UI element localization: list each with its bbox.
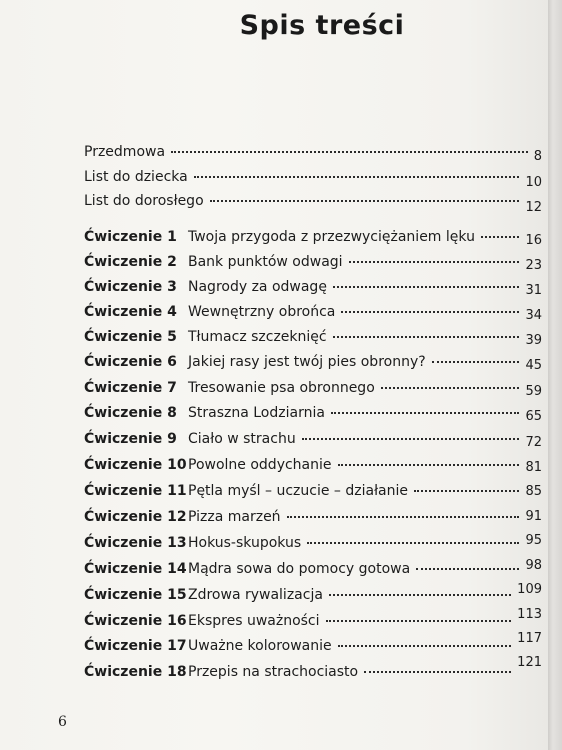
exercise-label: Ćwiczenie 2 bbox=[84, 254, 177, 270]
exercise-title: Jakiej rasy jest twój pies obronny? bbox=[188, 354, 426, 370]
toc-entry-page: 12 bbox=[525, 200, 542, 215]
dot-leader bbox=[307, 542, 519, 544]
exercise-label: Ćwiczenie 13 bbox=[84, 535, 187, 551]
exercise-label: Ćwiczenie 15 bbox=[84, 587, 187, 603]
exercise-label: Ćwiczenie 5 bbox=[84, 329, 177, 345]
exercise-page: 81 bbox=[525, 460, 542, 475]
exercise-label: Ćwiczenie 14 bbox=[84, 561, 187, 577]
exercise-label: Ćwiczenie 18 bbox=[84, 664, 187, 680]
toc-row-exercise bbox=[84, 250, 542, 274]
dot-leader bbox=[341, 311, 519, 313]
exercise-page: 16 bbox=[525, 233, 542, 248]
exercise-page: 34 bbox=[525, 308, 542, 323]
toc-row-exercise bbox=[84, 225, 542, 249]
exercise-page: 95 bbox=[525, 533, 542, 548]
exercise-label: Ćwiczenie 9 bbox=[84, 431, 177, 447]
toc-row-exercise bbox=[84, 631, 542, 658]
exercise-page: 31 bbox=[525, 283, 542, 298]
exercise-page: 117 bbox=[517, 631, 542, 646]
exercise-title: Mądra sowa do pomocy gotowa bbox=[188, 561, 411, 577]
dot-leader bbox=[432, 361, 520, 363]
toc-entry-title: List do dorosłego bbox=[84, 193, 204, 209]
exercise-title: Zdrowa rywalizacja bbox=[188, 587, 323, 603]
exercise-label: Ćwiczenie 12 bbox=[84, 509, 187, 525]
page-edge bbox=[548, 0, 562, 750]
page-number: 6 bbox=[58, 714, 67, 730]
dot-leader bbox=[414, 490, 519, 492]
exercise-label: Ćwiczenie 7 bbox=[84, 380, 177, 396]
dot-leader bbox=[416, 568, 519, 570]
exercise-label: Ćwiczenie 10 bbox=[84, 457, 187, 473]
exercise-title: Straszna Lodziarnia bbox=[188, 405, 325, 421]
toc-row-exercise bbox=[84, 427, 542, 451]
exercise-label: Ćwiczenie 1 bbox=[84, 229, 177, 245]
exercise-title: Pętla myśl – uczucie – działanie bbox=[188, 483, 409, 499]
exercise-page: 85 bbox=[525, 484, 542, 499]
dot-leader bbox=[333, 336, 520, 338]
exercise-title: Hokus-skupokus bbox=[188, 535, 302, 551]
exercise-page: 59 bbox=[525, 384, 542, 399]
exercise-title: Tłumacz szczeknięć bbox=[188, 329, 327, 345]
dot-leader bbox=[287, 516, 520, 518]
exercise-page: 72 bbox=[525, 435, 542, 450]
exercise-page: 65 bbox=[525, 409, 542, 424]
dot-leader bbox=[329, 594, 511, 596]
dot-leader bbox=[338, 464, 520, 466]
toc-row-exercise bbox=[84, 325, 542, 349]
dot-leader bbox=[381, 387, 520, 389]
dot-leader bbox=[481, 236, 520, 238]
exercise-page: 113 bbox=[517, 607, 542, 622]
exercise-title: Przepis na strachociasto bbox=[188, 664, 359, 680]
toc-row-exercise bbox=[84, 453, 542, 477]
dot-leader bbox=[338, 645, 512, 647]
toc-row-exercise bbox=[84, 376, 542, 400]
toc-entry-page: 10 bbox=[525, 175, 542, 190]
page-title: Spis treści bbox=[239, 10, 405, 41]
exercise-page: 109 bbox=[517, 582, 542, 597]
exercise-label: Ćwiczenie 8 bbox=[84, 405, 177, 421]
exercise-page: 39 bbox=[525, 333, 542, 348]
exercise-title: Nagrody za odwagę bbox=[188, 279, 327, 295]
exercise-title: Tresowanie psa obronnego bbox=[188, 380, 375, 396]
exercise-label: Ćwiczenie 11 bbox=[84, 483, 187, 499]
toc-entry-title: Przedmowa bbox=[84, 144, 166, 160]
dot-leader bbox=[349, 261, 520, 263]
exercise-title: Ekspres uważności bbox=[188, 613, 320, 629]
exercise-label: Ćwiczenie 3 bbox=[84, 279, 177, 295]
toc-row-exercise bbox=[84, 655, 542, 684]
toc-entry-title: List do dziecka bbox=[84, 169, 188, 185]
dot-leader bbox=[302, 438, 520, 440]
toc-row-exercise bbox=[84, 583, 542, 607]
dot-leader bbox=[326, 620, 512, 622]
toc-row-exercise bbox=[84, 401, 542, 425]
toc-row-letter-adult bbox=[84, 189, 542, 213]
dot-leader bbox=[210, 200, 520, 202]
toc-row-exercise bbox=[84, 479, 542, 503]
exercise-title: Bank punktów odwagi bbox=[188, 254, 343, 270]
exercise-page: 45 bbox=[525, 358, 542, 373]
dot-leader bbox=[194, 176, 520, 178]
exercise-title: Twoja przygoda z przezwyciężaniem lęku bbox=[188, 229, 475, 245]
exercise-label: Ćwiczenie 6 bbox=[84, 354, 177, 370]
toc-row-exercise bbox=[84, 350, 542, 374]
dot-leader bbox=[333, 286, 520, 288]
toc-row-exercise bbox=[84, 531, 542, 555]
exercise-page: 98 bbox=[525, 558, 542, 573]
exercise-page: 121 bbox=[517, 655, 542, 670]
toc-row-exercise bbox=[84, 275, 542, 299]
toc-row-exercise bbox=[84, 300, 542, 324]
dot-leader bbox=[331, 412, 520, 414]
exercise-title: Powolne oddychanie bbox=[188, 457, 332, 473]
toc-row-exercise bbox=[84, 609, 542, 633]
exercise-title: Pizza marzeń bbox=[188, 509, 281, 525]
toc-entry-page: 8 bbox=[533, 149, 542, 164]
toc-row-letter-child bbox=[84, 165, 542, 189]
exercise-label: Ćwiczenie 4 bbox=[84, 304, 177, 320]
dot-leader bbox=[364, 671, 511, 673]
exercise-page: 91 bbox=[525, 509, 542, 524]
dot-leader bbox=[171, 151, 528, 153]
exercise-label: Ćwiczenie 17 bbox=[84, 638, 187, 654]
exercise-label: Ćwiczenie 16 bbox=[84, 613, 187, 629]
toc-row-exercise bbox=[84, 557, 542, 581]
toc-row-preface bbox=[84, 140, 542, 164]
exercise-page: 23 bbox=[525, 258, 542, 273]
exercise-title: Wewnętrzny obrońca bbox=[188, 304, 336, 320]
exercise-title: Ciało w strachu bbox=[188, 431, 296, 447]
exercise-title: Uważne kolorowanie bbox=[188, 638, 332, 654]
toc-row-exercise bbox=[84, 505, 542, 529]
